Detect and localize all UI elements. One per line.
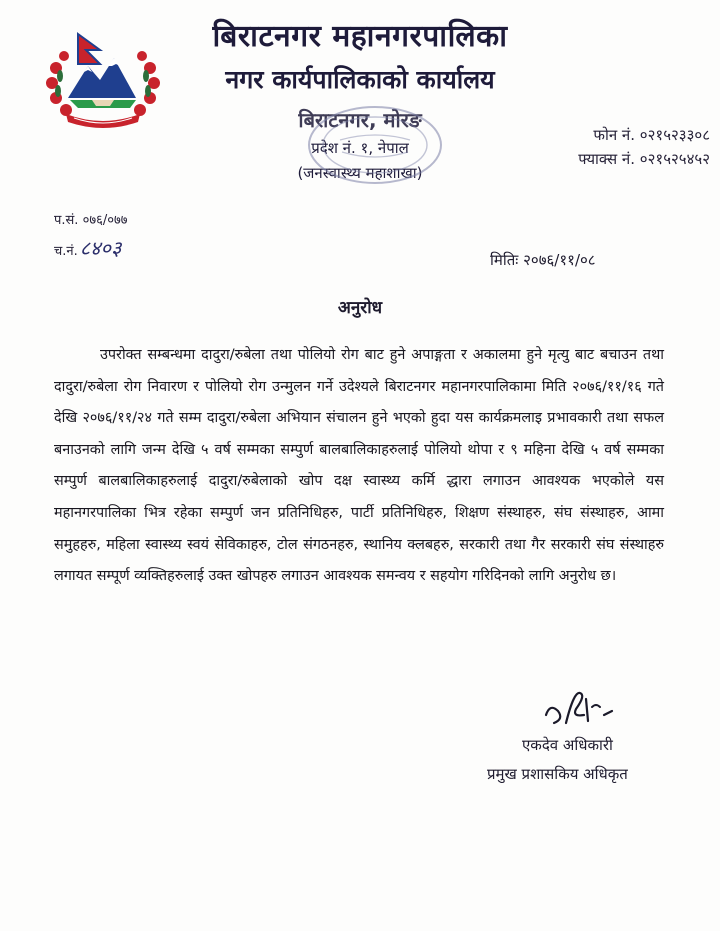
letter-date: मितिः २०७६/११/०८ [490,251,596,269]
office-stamp-icon [300,100,450,190]
signature-icon [540,685,630,729]
municipality-name: बिराटनगर महानगरपालिका [212,19,508,54]
dispatch-ref [54,234,121,261]
letter-subject: अनुरोध [337,298,383,318]
fax-number: फ्याक्स नं. ०२१५२५४५२ [578,150,710,168]
nepal-emblem-icon [38,28,168,128]
letter-body-text: उपरोक्त सम्बन्धमा दादुरा/रुबेला तथा पोलियो रोग बाट हुने अपाङ्गता र अकालमा हुने मृत्यु बाट बचाउन तथा दादुरा/रुबेला रोग निवारण र पोलियो रोग उन्मुलन गर्ने उदेश्यले बिराटनगर महानगरपालिकामा मिति २०७६/११/१६ गते देखि २०७६/११/२४ गते सम्म दादुरा/रुबेला अभियान संचालन हुने भएको हुदा यस कार्यक्रमलाइ प्रभावकारी तथा सफल बनाउनको लागि जन्म देखि ५ वर्ष सम्मका सम्पुर्ण बालबालिकाहरुलाई पोलियो थोपा र ९ महिना देखि ५ वर्ष सम्मका सम्पुर्ण बालबालिकाहरुलाई दादुरा/रुबेलाको खोप दक्ष स्वास्थ्य कर्मि द्धारा लगाउन आवश्यक भएकोले यस महानगरपालिका भित्र रहेका सम्पुर्ण जन प्रतिनिधिहरु, पार्टी प्रतिनिधिहरु, शिक्षण संस्थाहरु, संघ संस्थाहरु, आमा समुहहरु, महिला स्वास्थ्य स्वयं सेविकाहरु, टोल संगठनहरु, स्थानिय क्लबहरु, सरकारी तथा गैर सरकारी संघ संस्थाहरु लगायत सम्पूर्ण व्यक्तिहरुलाई उक्त खोपहरु लगाउन आवश्यक समन्वय र सहयोग गरिदिनको लागि अनुरोध छ। [54,347,664,585]
dispatch-number: ८४०३ [79,236,122,260]
branch-line: (जनस्वास्थ्य महाशाखा) [297,164,423,182]
phone-number: फोन नं. ०२१५२३३०८ [593,126,710,144]
office-location: बिराटनगर, मोरङ [298,108,422,132]
signatory-title: प्रमुख प्रशासकिय अधिकृत [487,765,628,783]
signatory-name: एकदेव अधिकारी [522,736,613,754]
fiscal-year-ref: प.सं. ०७६/०७७ [54,213,128,228]
letter-body [54,340,664,593]
province-line: प्रदेश नं. १, नेपाल [311,139,409,157]
office-name: नगर कार्यपालिकाको कार्यालय [225,65,495,94]
dispatch-label: च.नं. [54,244,78,259]
